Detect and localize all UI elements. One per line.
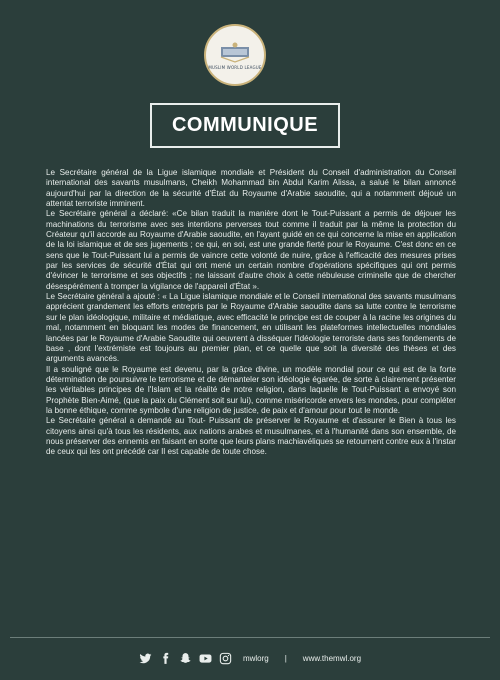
mwl-logo: [204, 24, 266, 86]
facebook-icon[interactable]: [159, 651, 173, 665]
page-title: COMMUNIQUE: [171, 114, 319, 136]
mwl-emblem-icon: [218, 41, 252, 63]
title-box: [150, 103, 340, 148]
social-handle: mwlorg: [242, 653, 269, 663]
instagram-icon[interactable]: [219, 651, 233, 665]
paragraph: Il a souligné que le Royaume est devenu, par la grâce divine, un modèle mondial pour ce qui est de la forte détermination de poursuivre le terrorisme et de démanteler son idéologie égarée, de sorte à clairement présenter les véritables principes de l'Islam et la réalité de notre religion, dans laquelle le Tout-Puissant a envoyé son Prophète Bien-Aimé, (que la paix du Clément soit sur lui), comme miséricorde envers les mondes, pour compléter la bonne éthique, comme symbole d'une religion de justice, de paix et d'amour pour tout le monde.: [46, 364, 456, 415]
footer-divider: [10, 637, 490, 638]
youtube-icon[interactable]: [199, 651, 213, 665]
logo-subtitle: MUSLIM WORLD LEAGUE: [208, 64, 262, 70]
footer-separator: |: [284, 653, 287, 663]
communique-body: [46, 168, 456, 458]
paragraph: Le Secrétaire général a demandé au Tout- Puissant de préserver le Royaume et d'assurer le Bien à tous les citoyens ainsi qu'à tous les résidents, aux nations arabes et musulmanes, et à l'humanité dans son ensemble, de nous préserver des ennemis en faisant en sorte que leurs plans machiavéliques se retournent contre eux à l'instar de ceux qui les ont précédé car Il est capable de toute chose.: [46, 416, 456, 457]
paragraph: Le Secrétaire général a ajouté : « La Ligue islamique mondiale et le Conseil international des savants musulmans apprécient grandement les efforts entrepris par le Royaume d'Arabie saoudite dans sa lutte contre le terrorisme sur le plan idéologique, militaire et médiatique, avec efficacité le principe est de couper à la racine les origines du mal, notamment en bloquant les modes de financement, en utilisant les plateformes intellectuelles mondiales lancées par le Royaume d'Arabie Saoudite qui oeuvrent à disséquer l'idéologie terroriste dans ses fondements de base , dont l'extrémiste est toujours au premier plan, et ce quelle que soit la diversité des thèses et des arguments avancés.: [46, 292, 456, 364]
paragraph: Le Secrétaire général a déclaré: «Ce bilan traduit la manière dont le Tout-Puissant a permis de déjouer les machinations du terrorisme avec ses intentions perverses tout comme il traduit par la même la protection du Créateur qu'il accorde au Royaume d'Arabie saoudite, en l'ayant guidé en ce qui concerne la mise en application de la loi islamique et de ses jugements ; ce qui, en soi, est une grande fierté pour le Royaume. C'est donc en ce sens que le Tout-Puissant lui a permis de vaincre cette volonté de nuire, grâce à l'efficacité des mesures prises par les services de sécurité d'État qui ont mené un certain nombre d'opérations spécifiques qui ont permis d'évincer le terrorisme et ses objectifs ; ne laissant d'autre choix à cette nébuleuse criminelle que de chercher désespérément à tromper la vigilance de l'appareil d'État ».: [46, 209, 456, 291]
snapchat-icon[interactable]: [179, 651, 193, 665]
twitter-icon[interactable]: [139, 651, 153, 665]
footer: [0, 650, 500, 666]
website-link[interactable]: www.themwl.org: [302, 653, 362, 663]
paragraph: Le Secrétaire général de la Ligue islamique mondiale et Président du Conseil d'administration du Conseil international des savants musulmans, Cheikh Mohammad bin Abdul Karim Alissa, a salué le bilan annoncé aujourd'hui par la direction de la sécurité d'État du Royaume d'Arabie saoudite, qui a notamment déjoué un attentat terroriste imminent.: [46, 168, 456, 209]
